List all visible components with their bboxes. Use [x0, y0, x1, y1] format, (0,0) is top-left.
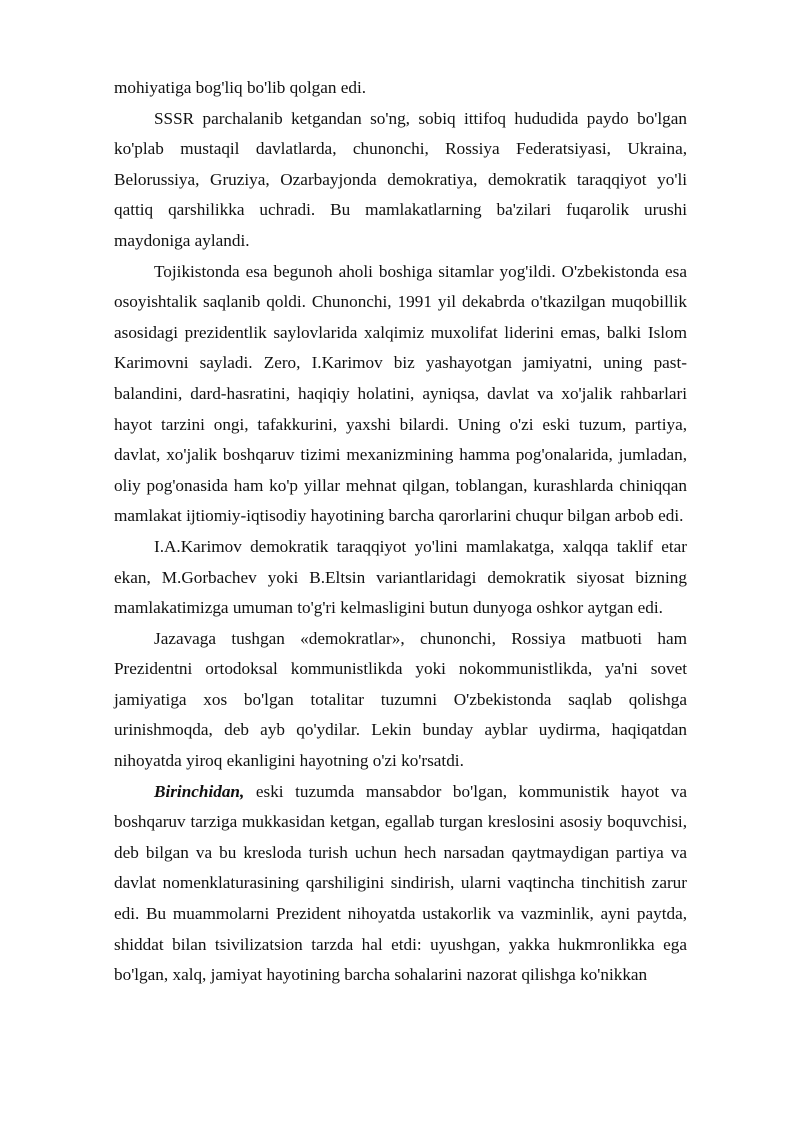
paragraph-ussr-collapse: SSSR parchalanib ketgandan so'ng, sobiq ittifoq hududida paydo bo'lgan ko'plab mustaqil davlatlarda, chunonchi, Rossiya Federatsiyasi, Ukraina, Belorussiya, Gruziya, Ozarbayjonda demokratiya, demokratik taraqqiyot yo'li qattiq qarshilikka uchradi. Bu mamlakatlarning ba'zilari fuqarolik urushi maydoniga aylandi. [114, 108, 687, 250]
paragraph-democrats-accusation: Jazavaga tushgan «demokratlar», chunonchi, Rossiya matbuoti ham Prezidentni ortodoksal kommunistlikda yoki nokommunistlikda, ya'ni sovet jamiyatiga xos bo'lgan totalitar tuzumni O'zbekistonda saqlab qolishga urinishmoqda, deb ayb qo'ydilar. Lekin bunday ayblar uydirma, haqiqatdan nihoyatda yiroq ekanligini hayotning o'zi ko'rsatdi. [114, 628, 687, 771]
paragraph-lead-word: Birinchidan, [154, 781, 245, 801]
paragraph-firstly [114, 777, 687, 991]
document-page [114, 73, 687, 991]
paragraph-karimov-path: I.A.Karimov demokratik taraqqiyot yo'lini mamlakatga, xalqqa taklif etar ekan, M.Gorbachev yoki B.Eltsin variantlaridagi demokratik siyosat bizning mamlakatimizga umuman to'g'ri kelmasligini butun dunyoga oshkor aytgan edi. [114, 536, 687, 618]
paragraph-body: eski tuzumda mansabdor bo'lgan, kommunistik hayot va boshqaruv tarziga mukkasidan ketgan, egallab turgan kreslosini asosiy boquvchisi, deb bilgan va bu kresloda turish uchun hech narsadan qaytmaydigan partiya va davlat nomenklaturasining qarshiligini sindirish, ularni vaqtincha tinchitish zarur edi. Bu muammolarni Prezident nihoyatda ustakorlik va vazminlik, ayni paytda, shiddat bilan tsivilizatsion tarzda hal etdi: uyushgan, yakka hukmronlikka ega bo'lgan, xalq, jamiyat hayotining barcha sohalarini nazorat qilishga ko'nikkan [114, 781, 687, 985]
paragraph-continuation: mohiyatiga bog'liq bo'lib qolgan edi. [114, 78, 367, 97]
paragraph-tajikistan-uzbekistan: Tojikistonda esa begunoh aholi boshiga sitamlar yog'ildi. O'zbekistonda esa osoyishtalik saqlanib qoldi. Chunonchi, 1991 yil dekabrda o'tkazilgan muqobillik asosidagi prezidentlik saylovlarida xalqimiz muxolifat liderini emas, balki Islom Karimovni sayladi. Zero, I.Karimov biz yashayotgan jamiyatni, uning past-balandini, dard-hasratini, haqiqiy holatini, ayniqsa, davlat va xo'jalik rahbarlari hayot tarzini ongi, tafakkurini, yaxshi bilardi. Uning o'zi eski tuzum, partiya, davlat, xo'jalik boshqaruv tizimi mexanizmining hamma pog'onalarida, jumladan, oliy pog'onasida ham ko'p yillar mehnat qilgan, toblangan, kurashlarda chiniqqan mamlakat ijtiomiy-iqtisodiy hayotining barcha qarorlarini chuqur bilgan arbob edi. [114, 261, 687, 526]
